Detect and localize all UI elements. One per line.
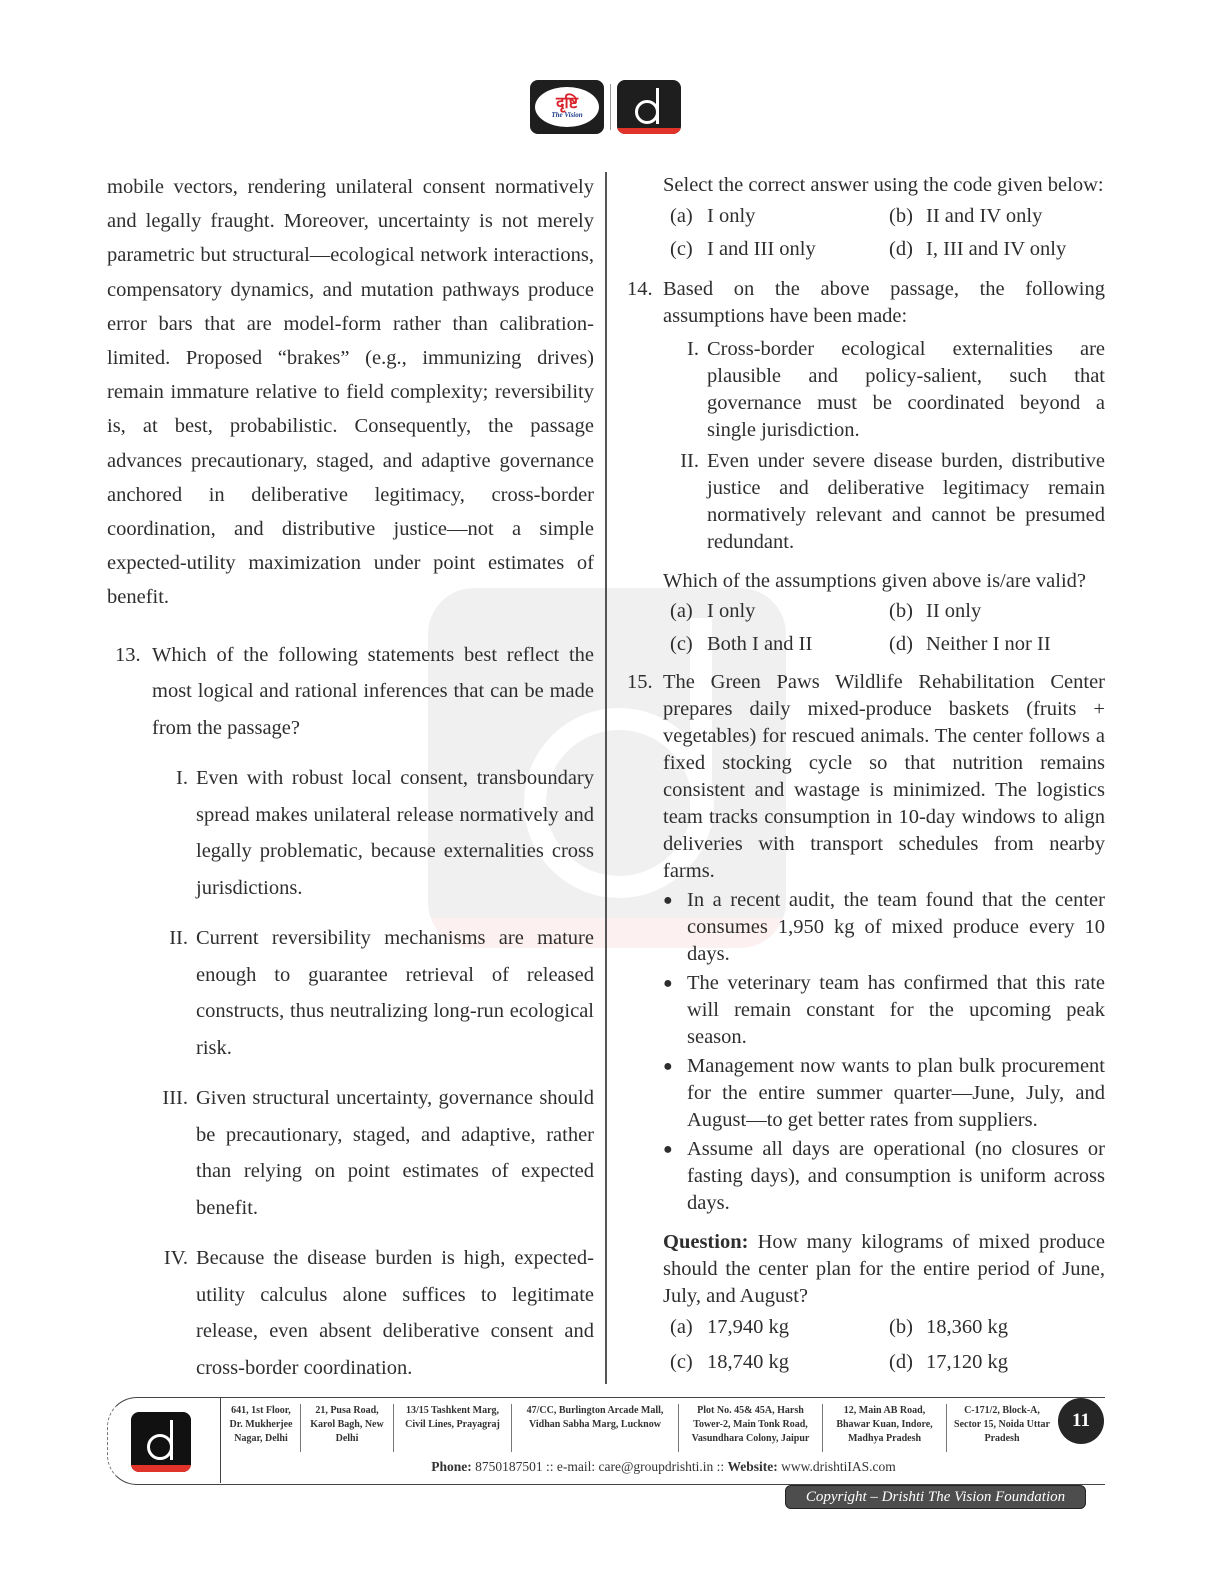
left-column (107, 170, 594, 1400)
option-label: (d) (889, 633, 913, 655)
bullet-item (663, 1136, 1105, 1217)
statement-item (627, 448, 1105, 556)
copyright-banner: Copyright – Drishti The Vision Foundation (785, 1485, 1086, 1509)
address-row (222, 1404, 1057, 1452)
option-d[interactable] (889, 1345, 1105, 1380)
statement-number: I. (687, 338, 699, 360)
statement-number: II. (680, 450, 699, 472)
option-b[interactable] (889, 595, 1105, 628)
option-label: (b) (889, 205, 913, 227)
question-number: 13. (115, 643, 141, 666)
question-label: Question: (663, 1231, 749, 1253)
website-link[interactable]: www.drishtiIAS.com (777, 1459, 896, 1474)
drishti-logo (530, 80, 604, 134)
option-label: (d) (889, 1351, 913, 1373)
logo-tagline: The Vision (551, 111, 583, 119)
option-label: (b) (889, 1316, 913, 1338)
bullet-icon: ● (663, 1058, 673, 1075)
option-text: Both I and II (707, 633, 813, 655)
option-label: (c) (670, 1351, 693, 1373)
question-15 (627, 669, 1105, 885)
address-noida: C-171/2, Block-A, Sector 15, Noida Uttar Pradesh (954, 1405, 1050, 1444)
statement-number: IV. (163, 1247, 188, 1270)
statement-number: III. (162, 1087, 188, 1110)
option-text: Neither I nor II (926, 633, 1051, 655)
bullet-icon: ● (663, 892, 673, 909)
option-text: I, III and IV only (926, 238, 1067, 260)
statement-item (152, 760, 594, 906)
question-text: The Green Paws Wildlife Rehabilitation Center prepares daily mixed-produce baskets (fruits + vegetables) for rescued animals. The center follows a fixed stocking cycle so that nutrition remains consistent and wastage is minimized. The logistics team tracks consumption in 10-day windows to align deliveries with transport schedules from nearby farms. (663, 671, 1105, 882)
statement-text: Even under severe disease burden, distributive justice and deliberative legitimacy remain normatively relevant and cannot be presumed redundant. (707, 450, 1105, 553)
statement-number: I. (176, 767, 188, 790)
option-c[interactable] (670, 628, 889, 661)
question-text: Which of the following statements best reflect the most logical and rational inferences that can be made from the passage? (152, 643, 594, 739)
option-b[interactable] (889, 1310, 1105, 1345)
q15-options (670, 1310, 1105, 1380)
option-label: (c) (670, 238, 693, 260)
right-column (627, 170, 1105, 1380)
header-logo (530, 80, 682, 134)
address-lucknow: 47/CC, Burlington Arcade Mall, Vidhan Sabha Marg, Lucknow (512, 1404, 679, 1452)
question-text: Based on the above passage, the following assumptions have been made: (663, 278, 1105, 327)
phone-email: 8750187501 :: e-mail: care@groupdrishti.in :: (471, 1459, 728, 1474)
statement-item (627, 336, 1105, 444)
column-divider (605, 172, 607, 1384)
option-label: (a) (670, 1316, 693, 1338)
statement-item (152, 1080, 594, 1226)
question-number: 14. (627, 278, 653, 300)
statement-text: Cross-border ecological externalities are plausible and policy-salient, such that governance must be coordinated beyond a single jurisdiction. (707, 338, 1105, 441)
website-label: Website: (727, 1459, 778, 1474)
bullet-text: Management now wants to plan bulk procurement for the entire summer quarter—June, July, and August—to get better rates from suppliers. (687, 1055, 1105, 1131)
contact-line (222, 1459, 1105, 1475)
option-text: I only (707, 600, 756, 622)
bullet-list (663, 887, 1105, 1217)
d-logo-icon (617, 80, 681, 134)
question-13 (115, 637, 594, 1401)
bullet-text: The veterinary team has confirmed that this rate will remain constant for the upcoming peak season. (687, 972, 1105, 1048)
option-d[interactable] (889, 233, 1105, 266)
statement-item (152, 1240, 594, 1386)
bullet-text: Assume all days are operational (no closures or fasting days), and consumption is uniform across days. (687, 1138, 1105, 1214)
option-c[interactable] (670, 1345, 889, 1380)
option-b[interactable] (889, 200, 1105, 233)
d-logo-icon (131, 1412, 191, 1472)
logo-hindi-text: दृष्टि (556, 93, 578, 112)
option-text: 17,940 kg (707, 1316, 789, 1338)
page-footer (107, 1397, 1105, 1485)
address-delhi-mukherjee-nagar: 641, 1st Floor, Dr. Mukherjee Nagar, Delhi (222, 1404, 301, 1452)
option-a[interactable] (670, 200, 889, 233)
bullet-icon: ● (663, 1141, 673, 1158)
option-a[interactable] (670, 595, 889, 628)
address-prayagraj: 13/15 Tashkent Marg, Civil Lines, Prayagraj (394, 1404, 512, 1452)
q15-question (663, 1229, 1105, 1310)
bullet-item (663, 887, 1105, 968)
bullet-item (663, 970, 1105, 1051)
question-14 (627, 276, 1105, 330)
option-text: II only (926, 600, 982, 622)
statement-text: Because the disease burden is high, expected-utility calculus alone suffices to legitimate release, even absent deliberative consent and cross-border coordination. (196, 1247, 594, 1379)
q13-options (670, 200, 1105, 266)
bullet-text: In a recent audit, the team found that the center consumes 1,950 kg of mixed produce every 10 days. (687, 889, 1105, 965)
option-a[interactable] (670, 1310, 889, 1345)
option-text: 18,360 kg (926, 1316, 1008, 1338)
option-text: I and III only (707, 238, 816, 260)
q14-options (670, 595, 1105, 661)
phone-label: Phone: (431, 1459, 472, 1474)
bullet-icon: ● (663, 975, 673, 992)
option-text: II and IV only (926, 205, 1043, 227)
option-c[interactable] (670, 233, 889, 266)
option-text: I only (707, 205, 756, 227)
address-indore: 12, Main AB Road, Bhawar Kuan, Indore, Madhya Pradesh (823, 1404, 947, 1452)
bullet-item (663, 1053, 1105, 1134)
address-karol-bagh: 21, Pusa Road, Karol Bagh, New Delhi (301, 1404, 394, 1452)
q13-answer-prompt: Select the correct answer using the code given below: (663, 174, 1104, 196)
option-text: 17,120 kg (926, 1351, 1008, 1373)
logo-separator (610, 84, 611, 130)
option-label: (a) (670, 205, 693, 227)
option-d[interactable] (889, 628, 1105, 661)
statement-text: Given structural uncertainty, governance should be precautionary, staged, and adaptive, rather than relying on point estimates of expected benefit. (196, 1087, 594, 1219)
option-label: (d) (889, 238, 913, 260)
address-jaipur: Plot No. 45& 45A, Harsh Tower-2, Main Tonk Road, Vasundhara Colony, Jaipur (679, 1404, 823, 1452)
q14-answer-prompt: Which of the assumptions given above is/are valid? (663, 570, 1086, 592)
option-label: (a) (670, 600, 693, 622)
statement-number: II. (169, 927, 188, 950)
statement-text: Even with robust local consent, transboundary spread makes unilateral release normatively and legally problematic, because externalities cross jurisdictions. (196, 767, 594, 899)
option-text: 18,740 kg (707, 1351, 789, 1373)
statement-list (152, 760, 594, 1386)
statement-item (152, 920, 594, 1066)
page-number: 11 (1058, 1398, 1104, 1444)
option-label: (c) (670, 633, 693, 655)
option-label: (b) (889, 600, 913, 622)
question-number: 15. (627, 671, 653, 693)
passage-text: mobile vectors, rendering unilateral consent normatively and legally fraught. Moreover, uncertainty is not merely parametric but structural—ecological network interactions, compensatory dynamics, and mutation pathways produce error bars that are model-form rather than calibration-limited. Proposed “brakes” (e.g., immunizing drives) remain immature relative to field complexity; reversibility is, at best, probabilistic. Consequently, the passage advances precautionary, staged, and adaptive governance anchored in deliberative legitimacy, cross-border coordination, and distributive justice—not a simple expected-utility maximization under point estimates of benefit. (107, 176, 594, 609)
question-text: How many kilograms of mixed produce should the center plan for the entire period of June, July, and August? (663, 1231, 1105, 1307)
footer-logo-cell (108, 1398, 221, 1483)
statement-text: Current reversibility mechanisms are mature enough to guarantee retrieval of released constructs, thus neutralizing long-run ecological risk. (196, 927, 594, 1059)
